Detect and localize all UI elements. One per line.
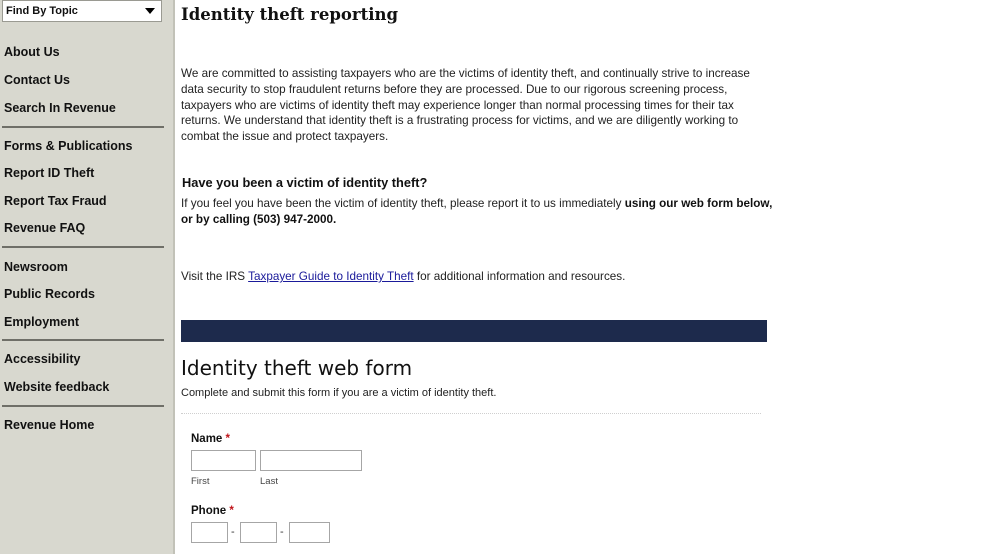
page-title: Identity theft reporting: [181, 5, 399, 24]
required-marker: *: [225, 433, 231, 445]
sidebar-item-search-in-revenue[interactable]: Search In Revenue: [4, 101, 116, 115]
sidebar-item-revenue-faq[interactable]: Revenue FAQ: [4, 221, 86, 235]
irs-resource-line: [181, 270, 625, 283]
sidebar-item-revenue-home[interactable]: Revenue Home: [4, 418, 95, 432]
sidebar-divider: [2, 126, 164, 128]
name-label-text: Name: [191, 433, 223, 445]
form-divider: [181, 413, 761, 414]
phone-prefix-input[interactable]: [240, 522, 277, 543]
name-label: [191, 433, 230, 445]
sidebar-item-report-tax-fraud[interactable]: Report Tax Fraud: [4, 194, 107, 208]
sidebar-item-employment[interactable]: Employment: [4, 315, 80, 329]
sidebar-divider: [2, 339, 164, 341]
irs-taxpayer-guide-link[interactable]: Taxpayer Guide to Identity Theft: [248, 270, 414, 283]
find-by-topic-label: Find By Topic: [6, 5, 78, 17]
irs-suffix: for additional information and resources.: [416, 270, 626, 283]
sidebar-divider: [2, 405, 164, 407]
phone-label: [191, 505, 234, 517]
sidebar-nav: [0, 0, 175, 554]
chevron-down-icon: [145, 8, 155, 14]
victim-heading: Have you been a victim of identity theft?: [182, 175, 428, 190]
victim-text-plain: If you feel you have been the victim of identity theft, please report it to us immediately: [181, 197, 622, 210]
form-subtitle: Complete and submit this form if you are a victim of identity theft.: [181, 387, 497, 399]
sidebar-item-accessibility[interactable]: Accessibility: [4, 352, 81, 366]
irs-prefix: Visit the IRS: [181, 270, 246, 283]
sidebar-item-public-records[interactable]: Public Records: [4, 287, 95, 301]
phone-separator: -: [280, 526, 284, 538]
sidebar-item-forms-publications[interactable]: Forms & Publications: [4, 139, 133, 153]
intro-paragraph: We are committed to assisting taxpayers who are the victims of identity theft, and continually strive to increase data security to stop fraudulent returns before they are processed. Due to our rigorous screening process, taxpayers who are victims of identity theft may experience longer than normal processing times for their tax returns. We understand that identity theft is a frustrating process for victims, and we are diligently working to combat the issue and protect taxpayers.: [181, 67, 750, 144]
sidebar-item-about-us[interactable]: About Us: [4, 45, 60, 59]
last-name-input[interactable]: [260, 450, 362, 471]
last-name-caption: Last: [260, 476, 278, 487]
sidebar-item-report-id-theft[interactable]: Report ID Theft: [4, 166, 95, 180]
first-name-caption: First: [191, 476, 210, 487]
find-by-topic-select[interactable]: [2, 0, 162, 22]
first-name-input[interactable]: [191, 450, 256, 471]
victim-paragraph: [181, 196, 781, 228]
sidebar-item-contact-us[interactable]: Contact Us: [4, 73, 70, 87]
form-title: Identity theft web form: [181, 356, 413, 380]
victim-text-bold: using our web form below, or by calling (503) 947-2000.: [181, 197, 773, 226]
phone-separator: -: [231, 526, 235, 538]
phone-area-input[interactable]: [191, 522, 228, 543]
sidebar-item-website-feedback[interactable]: Website feedback: [4, 380, 110, 394]
phone-line-input[interactable]: [289, 522, 330, 543]
required-marker: *: [229, 505, 234, 517]
phone-label-text: Phone: [191, 505, 227, 517]
sidebar-item-newsroom[interactable]: Newsroom: [4, 260, 68, 274]
section-banner: [181, 320, 767, 342]
sidebar-divider: [2, 246, 164, 248]
